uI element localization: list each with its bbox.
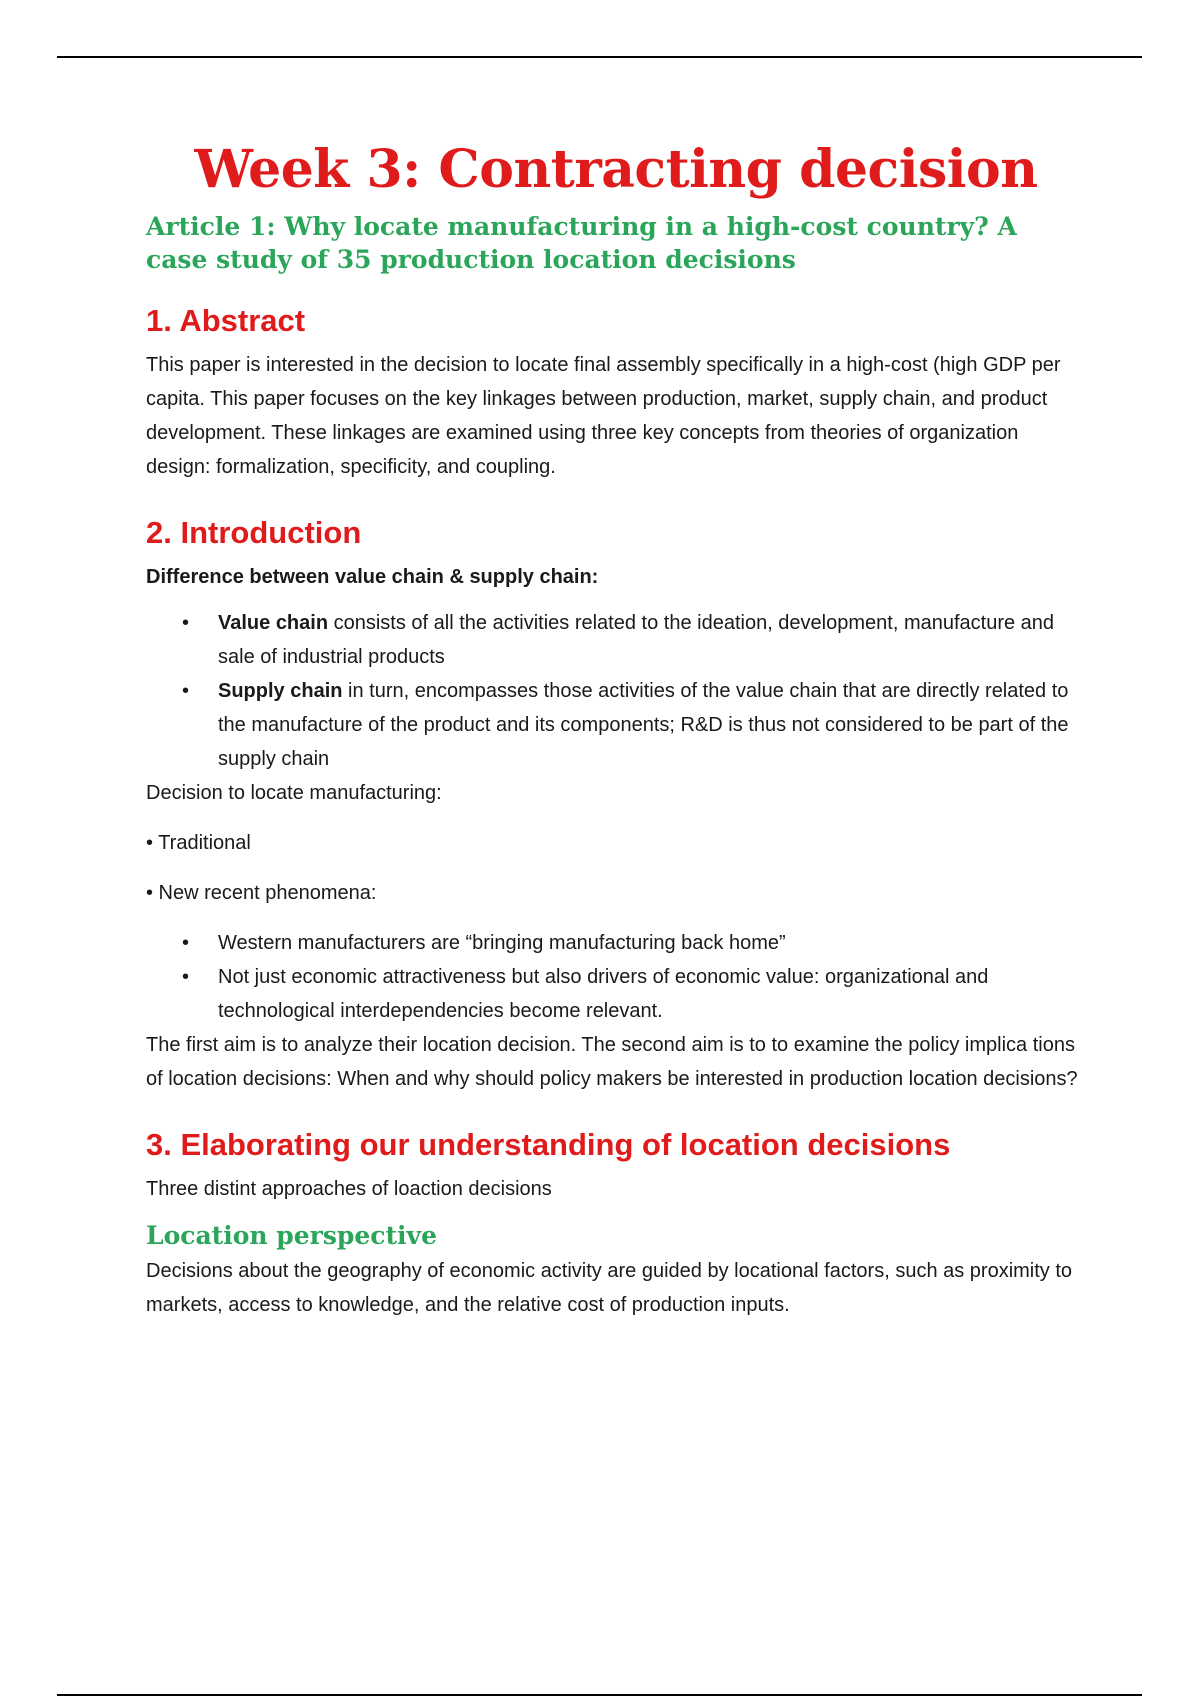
bottom-rule [57, 1694, 1142, 1696]
new-recent-item: • New recent phenomena: [146, 881, 377, 904]
list-item: • Not just economic attractiveness but also drivers of economic value: organizational and technological interdependencies become relevant. [146, 960, 1086, 1028]
phenomena-list [146, 926, 1086, 1028]
page-title: Week 3: Contracting decision [194, 139, 1038, 200]
chain-list [146, 606, 1086, 776]
abstract-text: This paper is interested in the decision to locate final assembly specifically in a high-cost (high GDP per capita. This paper focuses on the key linkages between production, market, supply chain, and product development. These linkages are examined using three key concepts from theories of organization design: formalization, specificity, and coupling. [146, 353, 1061, 478]
elaborating-intro: Three distint approaches of loaction decisions [146, 1177, 552, 1200]
value-chain-text: consists of all the activities related to the ideation, development, manufacture and sale of industrial products [218, 611, 1055, 668]
introduction-section [146, 514, 1086, 1096]
location-perspective-heading: Location perspective [146, 1220, 437, 1250]
document-body [146, 140, 1086, 1322]
elaborating-section [146, 1126, 1086, 1322]
decision-label: Decision to locate manufacturing: [146, 781, 442, 804]
location-perspective-text: Decisions about the geography of economic activity are guided by locational factors, such as proximity to markets, access to knowledge, and the relative cost of production inputs. [146, 1259, 1073, 1316]
supply-chain-text: in turn, encompasses those activities of the value chain that are directly related to the manufacture of the product and its components; R&D is thus not considered to be part of the supply chain [218, 679, 1069, 770]
abstract-section [146, 302, 1086, 484]
traditional-item: • Traditional [146, 831, 251, 854]
article-subtitle: Article 1: Why locate manufacturing in a high-cost country? A case study of 35 production location decisions [146, 211, 1017, 274]
introduction-heading: 2. Introduction [146, 514, 362, 550]
elaborating-heading: 3. Elaborating our understanding of location decisions [146, 1126, 951, 1162]
list-item [146, 606, 1086, 674]
top-rule [57, 56, 1142, 58]
difference-label: Difference between value chain & supply chain: [146, 565, 599, 588]
value-chain-term: Value chain [218, 611, 329, 634]
abstract-heading: 1. Abstract [146, 302, 306, 338]
list-item [146, 674, 1086, 776]
supply-chain-term: Supply chain [218, 679, 343, 702]
list-item: • Western manufacturers are “bringing manufacturing back home” [146, 926, 1086, 960]
aims-text: The first aim is to analyze their location decision. The second aim is to to examine the policy implica tions of location decisions: When and why should policy makers be interested in production location decisions? [146, 1033, 1078, 1090]
